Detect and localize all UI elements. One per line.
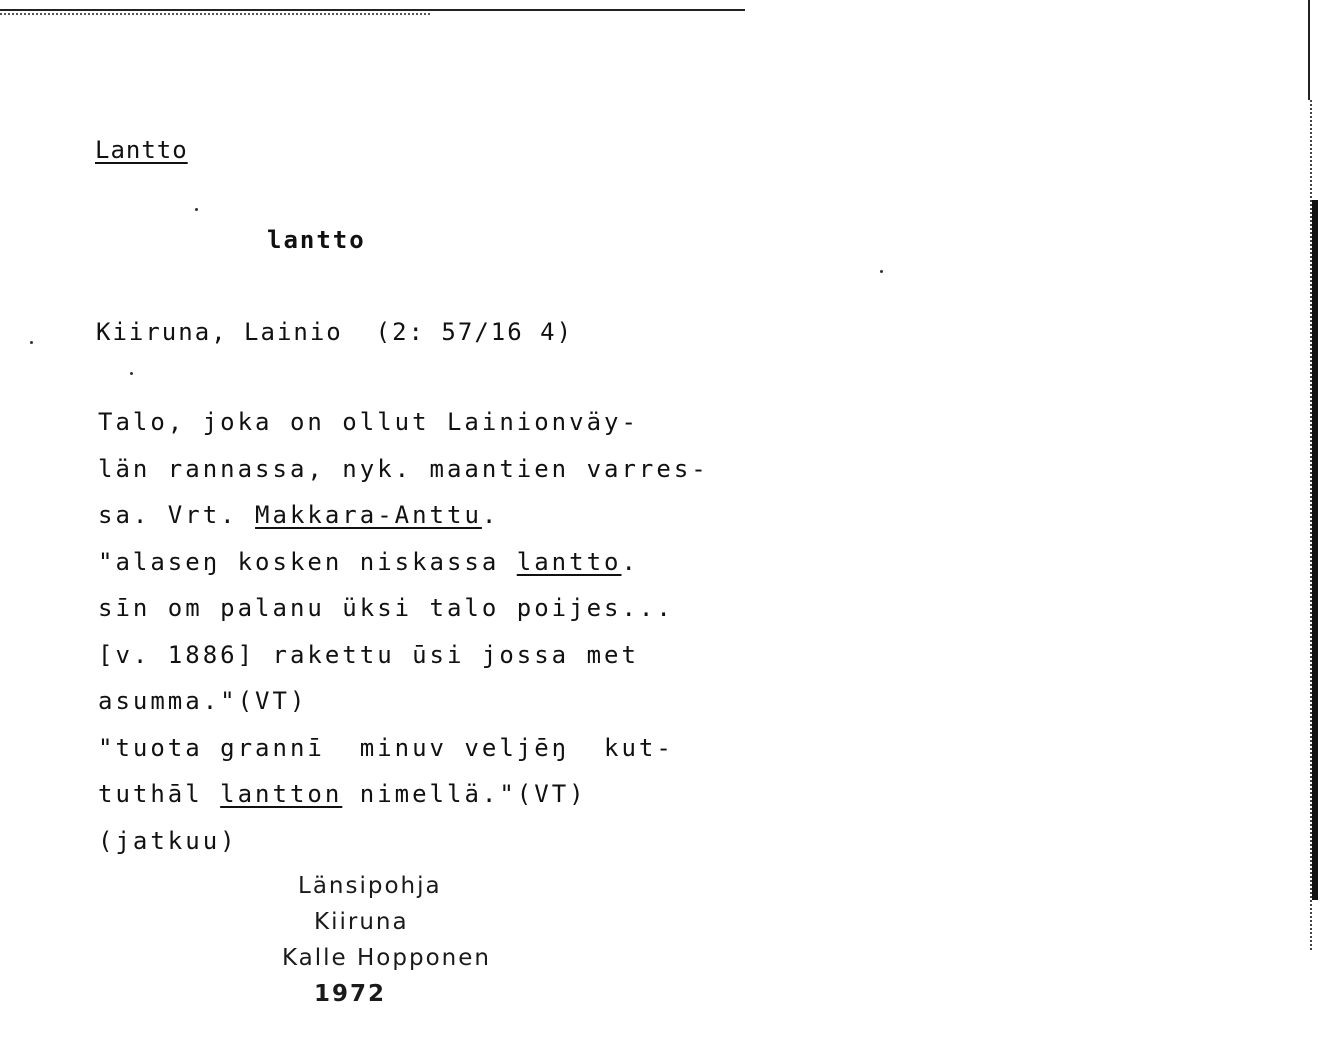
body-line-8: "tuota grannī minuv veljēŋ kut- xyxy=(98,733,674,762)
body-line-4-start: "alaseŋ kosken niskassa xyxy=(98,547,517,576)
scan-edge-thick xyxy=(1312,200,1318,900)
body-line-9-end: nimellä."(VT) xyxy=(342,780,587,808)
top-rule-line xyxy=(0,9,745,11)
stamp-region: Länsipohja xyxy=(298,873,442,899)
body-line-10: (jatkuu) xyxy=(98,826,238,855)
speck xyxy=(130,372,133,375)
body-line-3-start: sa. Vrt. xyxy=(98,501,256,529)
body-line-1: Talo, joka on ollut Lainionväy- xyxy=(98,408,639,436)
scan-edge-top xyxy=(1308,0,1310,100)
body-line-3-end: . xyxy=(481,501,500,529)
speck xyxy=(195,208,198,211)
stamp-place: Kiiruna xyxy=(314,909,409,935)
body-line-2: län rannassa, nyk. maantien varres- xyxy=(98,454,709,483)
speck xyxy=(30,341,33,344)
body-line-9-start: tuthāl xyxy=(98,780,221,808)
source-reference: Kiiruna, Lainio (2: 57/16 4) xyxy=(96,318,574,346)
underlined-word: lantto xyxy=(516,547,622,576)
body-line-5: sīn om palanu üksi talo poijes... xyxy=(98,594,674,622)
body-line-4-end: . xyxy=(621,547,639,576)
stamp-collector: Kalle Hopponen xyxy=(282,945,491,971)
body-line-6: [v. 1886] rakettu ūsi jossa met xyxy=(98,640,639,669)
body-line-3 xyxy=(98,501,709,548)
top-dotted-line xyxy=(0,13,430,15)
cross-reference-link: Makkara-Anttu xyxy=(255,501,482,529)
stamp-year: 1972 xyxy=(314,981,387,1007)
headword: lantto xyxy=(267,226,366,254)
underlined-word: lantton xyxy=(220,780,343,808)
card-heading: Lantto xyxy=(95,136,188,164)
body-line-9 xyxy=(98,780,709,827)
body-line-7: asumma."(VT) xyxy=(98,687,308,715)
speck xyxy=(880,270,883,273)
body-text xyxy=(98,408,709,873)
collector-stamp xyxy=(280,868,491,1012)
body-line-4 xyxy=(98,548,709,595)
